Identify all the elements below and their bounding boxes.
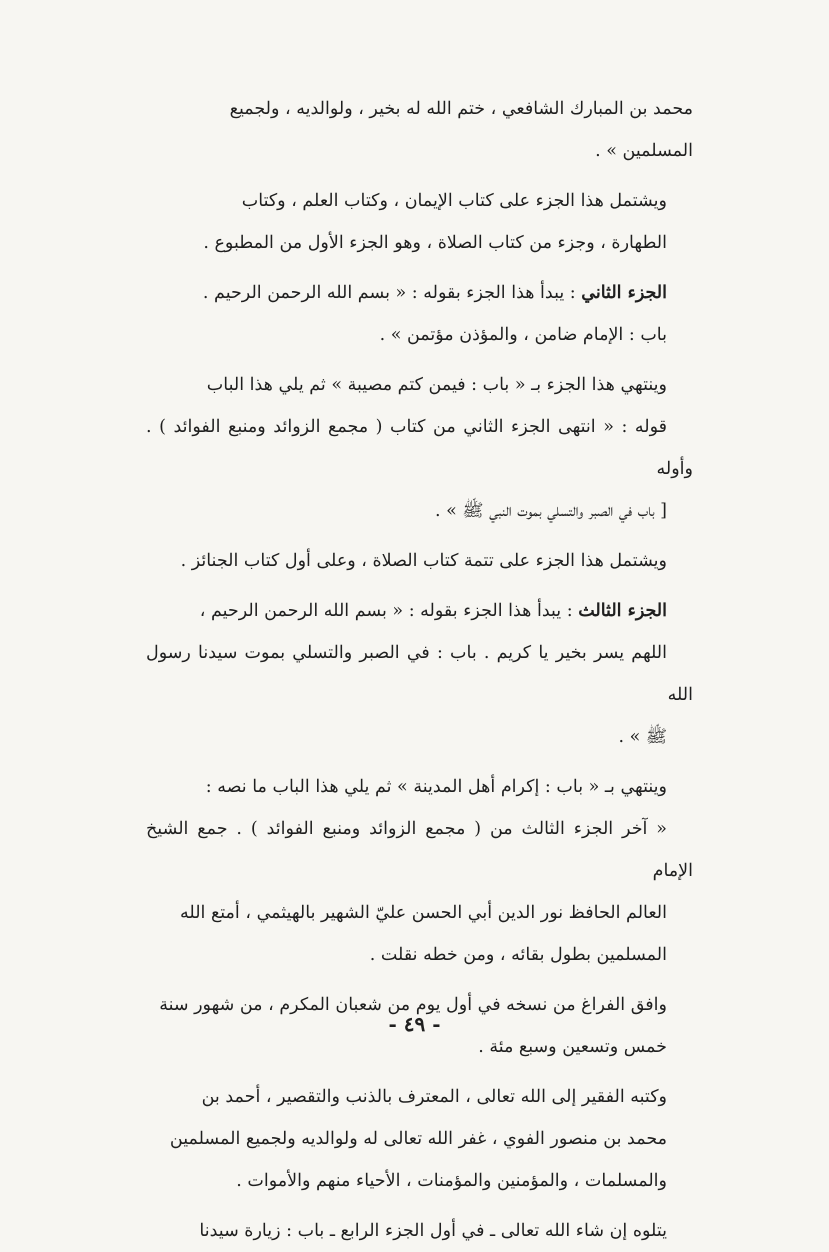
- paragraph: [146, 1076, 693, 1202]
- body-text: [146, 88, 693, 1252]
- paragraph: [146, 272, 693, 356]
- paragraph-line: ويشتمل هذا الجزء على تتمة كتاب الصلاة ، وعلى أول كتاب الجنائز .: [180, 551, 667, 571]
- heading-rest: : يبدأ هذا الجزء بقوله : « بسم الله الرحمن الرحيم .: [202, 283, 582, 303]
- paragraph-line: وكتبه الفقير إلى الله تعالى ، المعترف بالذنب والتقصير ، أحمد بن: [201, 1087, 667, 1107]
- paragraph-line: وافق الفراغ من نسخه في أول يوم من شعبان المكرم ، من شهور سنة: [159, 995, 667, 1015]
- paragraph-line: وينتهي هذا الجزء بـ « باب : فيمن كتم مصيبة » ثم يلي هذا الباب: [206, 375, 667, 395]
- paragraph-line: والمسلمات ، والمؤمنين والمؤمنات ، الأحياء منهم والأموات .: [236, 1171, 667, 1191]
- paragraph-line: المسلمين » .: [595, 141, 693, 161]
- paragraph: [146, 180, 693, 264]
- paragraph-line: وينتهي بـ « باب : إكرام أهل المدينة » ثم يلي هذا الباب ما نصه :: [205, 777, 667, 797]
- paragraph-line: باب : الإمام ضامن ، والمؤذن مؤتمن » .: [379, 325, 667, 345]
- paragraph: [146, 766, 693, 976]
- paragraph-line: [146, 272, 693, 314]
- heading-rest: : يبدأ هذا الجزء بقوله : « بسم الله الرحمن الرحيم ،: [199, 601, 579, 621]
- paragraph-line: خمس وتسعين وسبع مئة .: [478, 1037, 667, 1057]
- paragraph-line: العالم الحافظ نور الدين أبي الحسن عليّ الشهير بالهيثمي ، أمتع الله: [180, 903, 667, 923]
- paragraph: [146, 1210, 693, 1252]
- paragraph-line: محمد بن منصور الفوي ، غفر الله تعالى له ولوالديه ولجميع المسلمين: [169, 1129, 667, 1149]
- paragraph-line: [ باب في الصبر والتسلي بموت النبي ﷺ » .: [435, 501, 667, 521]
- paragraph-line: ويشتمل هذا الجزء على كتاب الإيمان ، وكتاب العلم ، وكتاب: [241, 191, 667, 211]
- paragraph: [146, 88, 693, 172]
- section-heading: الجزء الثالث: [578, 601, 667, 621]
- section-heading: الجزء الثاني: [581, 283, 667, 303]
- paragraph-line: « آخر الجزء الثالث من ( مجمع الزوائد ومنبع الفوائد ) . جمع الشيخ الإمام: [146, 819, 693, 881]
- paragraph-line: قوله : « انتهى الجزء الثاني من كتاب ( مجمع الزوائد ومنبع الفوائد ) . وأوله: [146, 417, 693, 479]
- page-number: - ٤٩ -: [388, 1012, 441, 1036]
- paragraph: [146, 364, 693, 532]
- paragraph-line: ﷺ » .: [618, 727, 667, 747]
- paragraph-line: اللهم يسر بخير يا كريم . باب : في الصبر والتسلي بموت سيدنا رسول الله: [146, 643, 693, 705]
- paragraph-line: [146, 590, 693, 632]
- paragraph: [146, 540, 693, 582]
- paragraph-line: الطهارة ، وجزء من كتاب الصلاة ، وهو الجزء الأول من المطبوع .: [203, 233, 667, 253]
- paragraph-line: محمد بن المبارك الشافعي ، ختم الله له بخير ، ولوالديه ، ولجميع: [229, 99, 693, 119]
- paragraph-line: المسلمين بطول بقائه ، ومن خطه نقلت .: [369, 945, 667, 965]
- paragraph: [146, 590, 693, 758]
- paragraph-line: يتلوه إن شاء الله تعالى ـ في أول الجزء الرابع ـ باب : زيارة سيدنا: [199, 1221, 667, 1241]
